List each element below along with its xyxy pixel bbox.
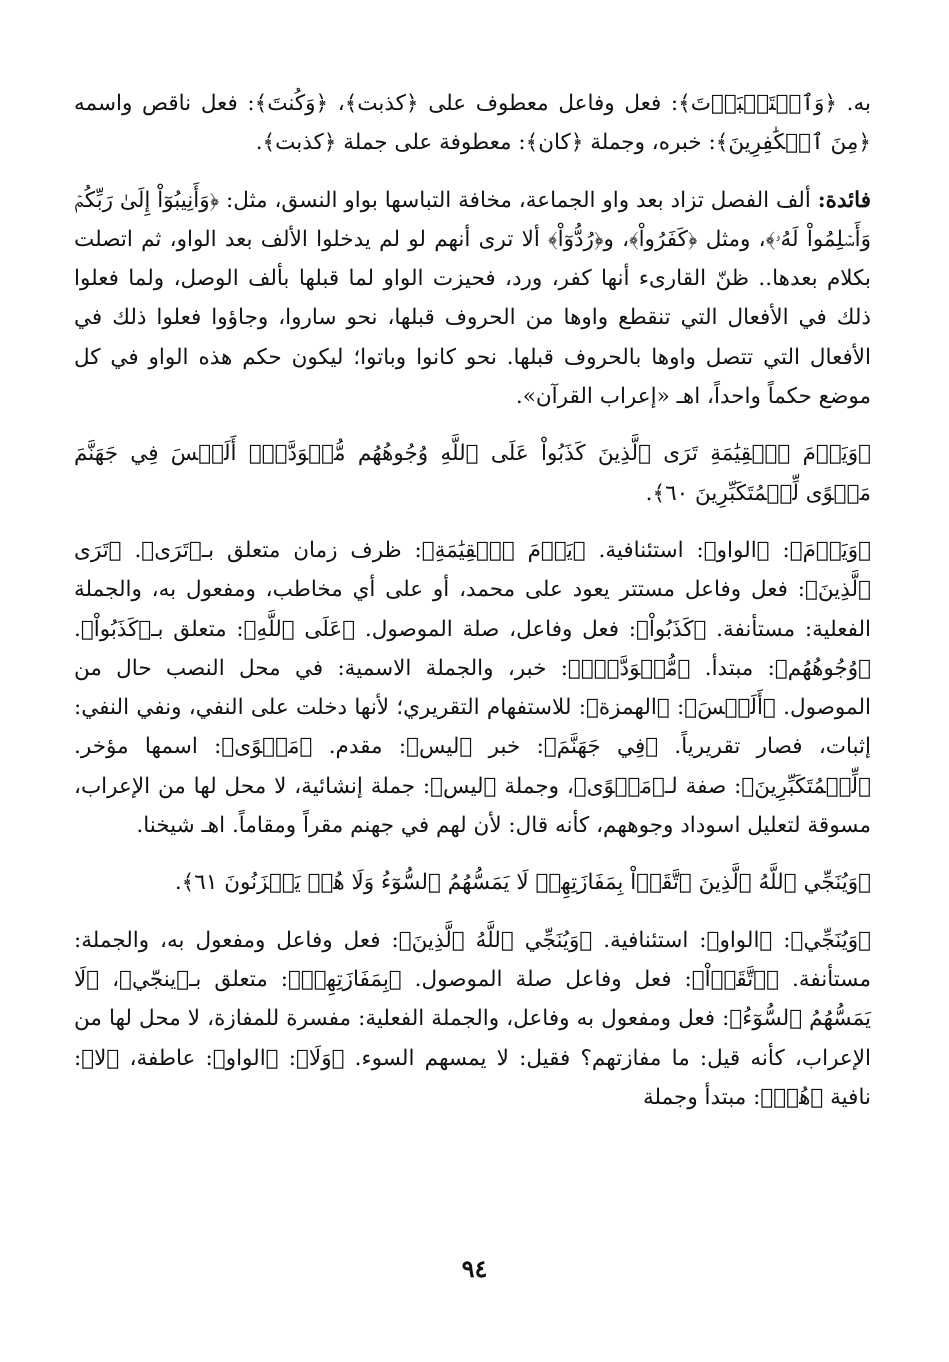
paragraph-verse-61	[74, 863, 871, 902]
paragraph-faida-note	[74, 181, 871, 417]
paragraph-text: ﴿وَيُنَجِّي﴾: ﴿الواو﴾: استئنافية. ﴿وَيُنَجِّي ٱللَّهُ ٱلَّذِينَ﴾: فعل وفاعل ومفعول به، والجملة: مستأنفة. ﴿ٱتَّقَوۡاْ﴾: فعل وفاعل صلة الموصول. ﴿بِمَفَازَتِهِمۡ﴾: متعلق بـ﴿ينجّي﴾، ﴿لَا يَمَسُّهُمُ ٱلسُّوٓءُ﴾: فعل ومفعول به وفاعل، والجملة الفعلية: مفسرة للمفازة، لا محل لها من الإعراب، كأنه قيل: ما مفازتهم؟ فقيل: لا يمسهم السوء. ﴿وَلَا﴾: ﴿الواو﴾: عاطفة، ﴿لا﴾: نافية ﴿هُمۡ﴾: مبتدأ وجملة	[74, 927, 871, 1110]
paragraph-irab-verse-60	[74, 531, 871, 845]
page-number: ٩٤	[461, 1254, 488, 1283]
paragraph-text: ﴿وَيَوۡمَ﴾: ﴿الواو﴾: استئنافية. ﴿يَوۡمَ ٱلۡقِيَٰمَةِ﴾: ظرف زمان متعلق بـ﴿تَرَى﴾. ﴿تَرَى ٱلَّذِينَ﴾: فعل وفاعل مستتر يعود على محمد، أو على أي مخاطب، ومفعول به، والجملة الفعلية: مستأنفة. ﴿كَذَبُواْ﴾: فعل وفاعل، صلة الموصول. ﴿عَلَى ٱللَّهِ﴾: متعلق بـ﴿كَذَبُواْ﴾. ﴿وُجُوهُهُم﴾: مبتدأ. ﴿مُّسۡوَدَّةٌۚ﴾: خبر، والجملة الاسمية: في محل النصب حال من الموصول. ﴿أَلَيۡسَ﴾: ﴿الهمزة﴾: للاستفهام التقريري؛ لأنها دخلت على النفي، ونفي النفي: إثبات، فصار تقريرياً. ﴿فِي جَهَنَّمَ﴾: خبر ﴿ليس﴾: مقدم. ﴿مَثۡوًى﴾: اسمها مؤخر. ﴿لِّلۡمُتَكَبِّرِينَ﴾: صفة لـ﴿مَثۡوًى﴾، وجملة ﴿ليس﴾: جملة إنشائية، لا محل لها من الإعراب، مسوقة لتعليل اسوداد وجوههم، كأنه قال: لأن لهم في جهنم مقراً ومقاماً. اهـ شيخنا.	[74, 537, 871, 839]
paragraph-verse-60	[74, 434, 871, 513]
paragraph-text: ﴿وَيَوۡمَ ٱلۡقِيَٰمَةِ تَرَى ٱلَّذِينَ كَذَبُواْ عَلَى ٱللَّهِ وُجُوهُهُم مُّسۡوَدَّةٌۚ أَلَيۡسَ فِي جَهَنَّمَ مَثۡوًى لِّلۡمُتَكَبِّرِينَ ٦٠﴾.	[74, 441, 871, 506]
paragraph-lead-label: فائدة:	[817, 187, 871, 213]
paragraph-text: به. ﴿وَٱسۡتَكۡبَرۡتَ﴾: فعل وفاعل معطوف على ﴿كذبت﴾، ﴿وَكُنتَ﴾: فعل ناقص واسمه ﴿مِنَ ٱلۡكَٰفِرِينَ﴾: خبره، وجملة ﴿كان﴾: معطوفة على جملة ﴿كذبت﴾.	[74, 91, 871, 156]
paragraph-text: ألف الفصل تزاد بعد واو الجماعة، مخافة التباسها بواو النسق، مثل: ﴿وَأَنِيبُوٓاْ إِلَىٰ رَبِّكُمۡ وَأَسۡلِمُواْ لَهُۥ﴾، ومثل ﴿كَفَرُواْ﴾، و﴿رُدُّوٓاْ﴾ ألا ترى أنهم لو لم يدخلوا الألف بعد الواو، ثم اتصلت بكلام بعدها.. ظنّ القارىء أنها كفر، ورد، فحيزت الواو لما قبلها بألف الوصل، ولما فعلوا ذلك في الأفعال التي تنقطع واوها من الحروف قبلها، نحو ساروا، وجاؤوا فعلوا ذلك في الأفعال التي تتصل واوها بالحروف قبلها. نحو كانوا وباتوا؛ ليكون حكم هذه الواو في كل موضع حكماً واحداً، اهـ «إعراب القرآن».	[74, 187, 871, 410]
paragraph-irab-verse-61	[74, 921, 871, 1117]
paragraph-kaafirin	[74, 84, 871, 163]
paragraph-text: ﴿وَيُنَجِّي ٱللَّهُ ٱلَّذِينَ ٱتَّقَوۡاْ بِمَفَازَتِهِمۡ لَا يَمَسُّهُمُ ٱلسُّوٓءُ وَلَا هُمۡ يَحۡزَنُونَ ٦١﴾.	[174, 870, 871, 896]
